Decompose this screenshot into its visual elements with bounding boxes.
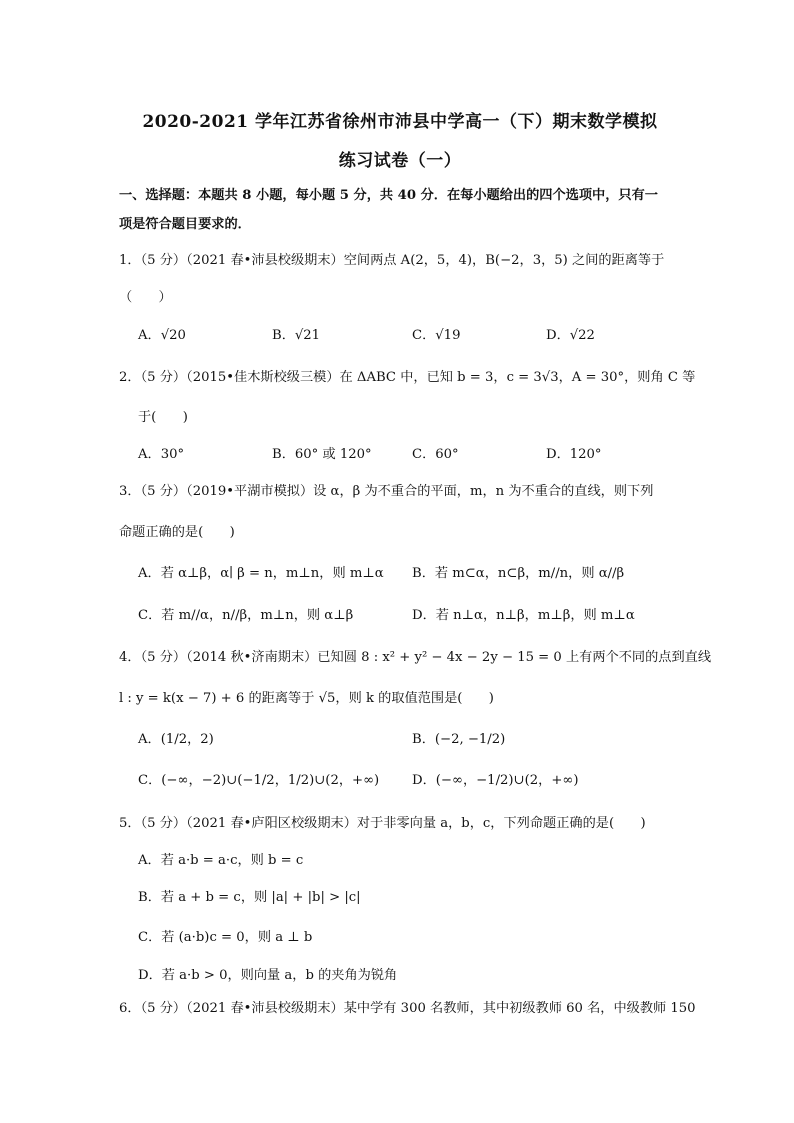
question-2-option-b: B．60° 或 120° xyxy=(272,447,372,462)
question-1-option-d: D．√22 xyxy=(546,328,595,343)
section-heading-line1: 一、选择题：本题共 8 小题，每小题 5 分，共 40 分．在每小题给出的四个选项中，只有一 xyxy=(119,188,658,203)
question-3-option-d: D．若 n⊥α，n⊥β，m⊥β，则 m⊥α xyxy=(412,608,635,623)
question-2-option-c: C．60° xyxy=(412,447,459,462)
question-1-stem-line2: （ ） xyxy=(119,290,172,305)
question-2-stem-line2: 于( ) xyxy=(138,410,188,425)
question-4-stem-line2: l : y = k(x − 7) + 6 的距离等于 √5，则 k 的取值范围是( ) xyxy=(119,691,494,706)
question-3-stem-line2: 命题正确的是( ) xyxy=(119,525,235,540)
question-1-option-b: B．√21 xyxy=(272,328,321,343)
question-1-option-c: C．√19 xyxy=(412,328,461,343)
question-2-option-d: D．120° xyxy=(546,447,602,462)
question-1-option-a: A．√20 xyxy=(138,328,186,343)
question-5-option-b: B．若 a + b = c，则 |a| + |b| > |c| xyxy=(138,890,361,905)
exam-title-line2: 练习试卷（一） xyxy=(338,151,462,171)
question-1-stem-line1: 1．（5 分）（2021 春•沛县校级期末）空间两点 A(2，5，4)，B(−2，3，5) 之间的距离等于 xyxy=(119,253,665,268)
question-4-option-d: D．(−∞，−1/2)∪(2，+∞) xyxy=(412,773,579,788)
question-3-stem-line1: 3．（5 分）（2019•平湖市模拟）设 α，β 为不重合的平面，m，n 为不重合的直线，则下列 xyxy=(119,484,654,499)
question-4-option-b: B．(−2, −1/2) xyxy=(412,732,506,747)
question-5-option-d: D．若 a·b > 0，则向量 a，b 的夹角为锐角 xyxy=(138,968,398,983)
question-4-stem-line1: 4．（5 分）（2014 秋•济南期末）已知圆 8 : x² + y² − 4x − 2y − 15 = 0 上有两个不同的点到直线 xyxy=(119,650,712,665)
question-6-stem-line1: 6．（5 分）（2021 春•沛县校级期末）某中学有 300 名教师，其中初级教师 60 名，中级教师 150 xyxy=(119,1001,696,1016)
question-3-option-c: C．若 m//α，n//β，m⊥n，则 α⊥β xyxy=(138,608,354,623)
question-4-option-c: C．(−∞，−2)∪(−1/2，1/2)∪(2，+∞) xyxy=(138,773,380,788)
question-3-option-a: A．若 α⊥β，α∣ β = n，m⊥n，则 m⊥α xyxy=(138,566,384,581)
question-5-option-c: C．若 (a·b)c = 0，则 a ⊥ b xyxy=(138,930,313,945)
question-2-option-a: A．30° xyxy=(138,447,185,462)
question-4-option-a: A．(1/2，2) xyxy=(138,732,214,747)
exam-title-line1: 2020-2021 学年江苏省徐州市沛县中学高一（下）期末数学模拟 xyxy=(142,112,658,132)
question-3-option-b: B．若 m⊂α，n⊂β，m//n，则 α//β xyxy=(412,566,625,581)
question-5-stem-line1: 5．（5 分）（2021 春•庐阳区校级期末）对于非零向量 a，b，c，下列命题正确的是( ) xyxy=(119,816,646,831)
question-5-option-a: A．若 a·b = a·c，则 b = c xyxy=(138,853,304,868)
section-heading-line2: 项是符合题目要求的． xyxy=(119,217,251,232)
question-2-stem-line1: 2．（5 分）（2015•佳木斯校级三模）在 ΔABC 中，已知 b = 3，c = 3√3，A = 30°，则角 C 等 xyxy=(119,370,696,385)
